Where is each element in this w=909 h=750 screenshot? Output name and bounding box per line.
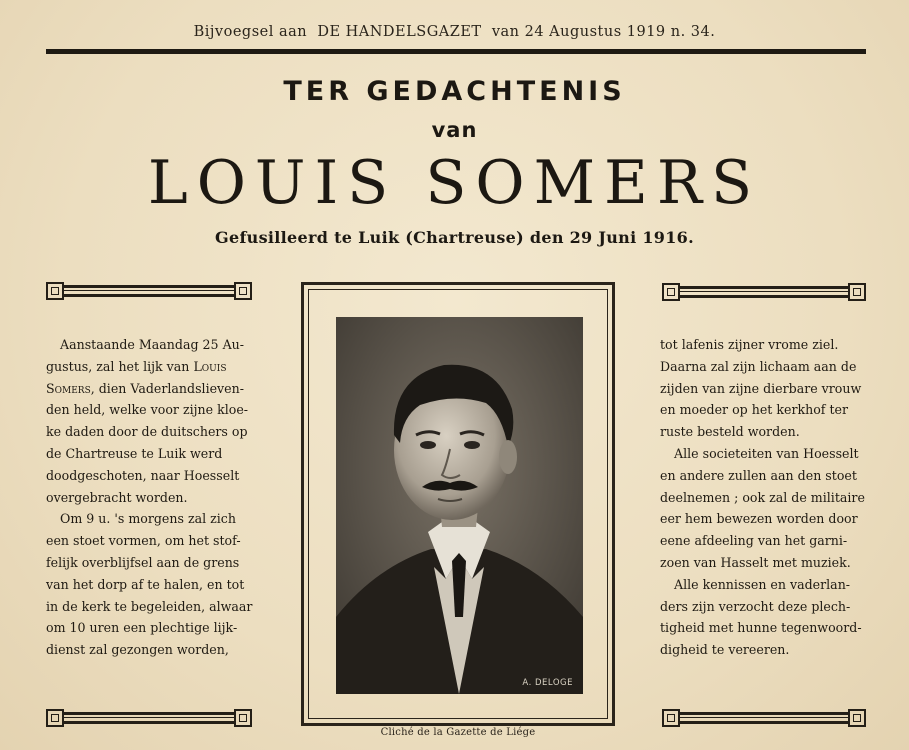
col-line: ders zijn verzocht deze plech- xyxy=(660,598,851,614)
artist-signature: A. DELOGE xyxy=(522,678,573,688)
col-line: en moeder op het kerkhof ter xyxy=(660,402,848,418)
col-line: eene afdeeling van het garni- xyxy=(660,533,848,549)
col-line: van het dorp af te halen, en tot xyxy=(46,576,245,592)
col-line: tigheid met hunne tegenwoord- xyxy=(660,620,862,636)
col-line: den held, welke voor zijne kloe- xyxy=(46,402,249,418)
ornament-top-left xyxy=(46,282,252,300)
col-line: overgebracht worden. xyxy=(46,489,188,505)
col-line: Alle kennissen en vaderlan- xyxy=(674,576,851,592)
ornament-bottom-left xyxy=(46,709,252,727)
col-line: gustus, zal het lijk van Louis xyxy=(46,358,227,374)
header-rule xyxy=(46,49,866,54)
col-line: eer hem bewezen worden door xyxy=(660,511,858,527)
col-line: ke daden door de duitschers op xyxy=(46,424,248,440)
col-line: Daarna zal zijn lichaam aan de xyxy=(660,358,857,374)
col-line: tot lafenis zijner vrome ziel. xyxy=(660,337,839,352)
col-line: Somers, dien Vaderlandslieven- xyxy=(46,380,244,396)
photo-caption: Cliché de la Gazette de Liége xyxy=(380,727,536,738)
ornament-bottom-right xyxy=(662,709,866,727)
col-line: doodgeschoten, naar Hoesselt xyxy=(46,467,240,483)
left-column-text xyxy=(46,334,256,661)
col-line: zijden van zijne dierbare vrouw xyxy=(660,380,862,396)
col-line: dienst zal gezongen worden, xyxy=(46,642,229,658)
col-line: en andere zullen aan den stoet xyxy=(660,467,857,483)
col-line: in de kerk te begeleiden, alwaar xyxy=(46,598,253,614)
portrait-photo xyxy=(336,317,583,694)
col-line: ruste besteld worden. xyxy=(660,424,800,440)
title-van: van xyxy=(431,118,478,142)
col-line: de Chartreuse te Luik werd xyxy=(46,445,223,461)
ornament-top-right xyxy=(662,283,866,301)
col-line: zoen van Hasselt met muziek. xyxy=(660,554,851,570)
supplement-header: Bijvoegsel aan DE HANDELSGAZET van 24 Augustus 1919 n. 34. xyxy=(193,24,716,40)
right-column-text xyxy=(660,334,870,661)
col-line: Aanstaande Maandag 25 Au- xyxy=(60,337,245,352)
title-memorial: TER GEDACHTENIS xyxy=(283,76,626,107)
col-line: deelnemen ; ook zal de militaire xyxy=(660,489,865,505)
title-name: LOUIS SOMERS xyxy=(147,148,762,218)
col-line: Alle societeiten van Hoesselt xyxy=(674,445,859,461)
col-line: om 10 uren een plechtige lijk- xyxy=(46,620,238,636)
col-line: Om 9 u. 's morgens zal zich xyxy=(60,511,236,527)
col-line: felijk overblijfsel aan de grens xyxy=(46,554,240,570)
col-line: een stoet vormen, om het stof- xyxy=(46,533,241,549)
col-line: digheid te vereeren. xyxy=(660,642,790,658)
portrait-illustration xyxy=(336,317,583,694)
title-subtitle: Gefusilleerd te Luik (Chartreuse) den 29 Juni 1916. xyxy=(215,228,694,247)
